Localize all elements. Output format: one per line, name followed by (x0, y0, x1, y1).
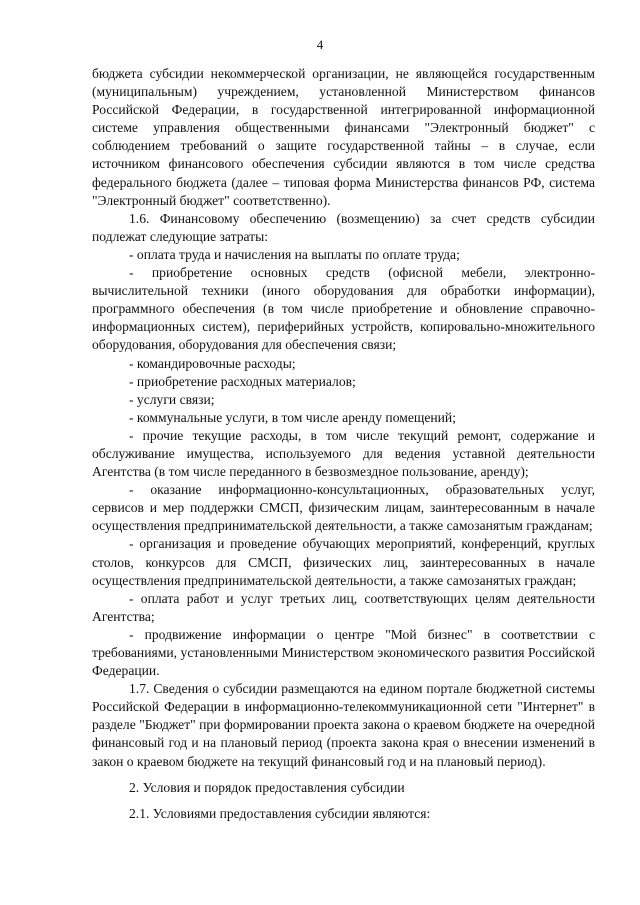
section-1-6-paragraph: 1.6. Финансовому обеспечению (возмещению) за счет средств субсидии подлежат следующие затраты: (92, 210, 595, 244)
expense-item-current-costs: - прочие текущие расходы, в том числе текущий ремонт, содержание и обслуживание имущества, используемого для ведения уставной деятельности Агентства (в том числе переданного в безвозмездное пользование, аренду); (92, 427, 595, 480)
intro-paragraph: бюджета субсидии некоммерческой организации, не являющейся государственным (муниципальным) учреждением, установленной Министерством финансов Российской Федерации, в государственной интегрированной информационной системе управления общественными финансами "Электронный бюджет" с соблюдением требований о защите государственной тайны – в случае, если источником финансового обеспечения субсидии являются в том числе средства федерального бюджета (далее – типовая форма Министерства финансов РФ, система "Электронный бюджет" соответственно). (92, 66, 595, 208)
expense-item-consumables: - приобретение расходных материалов; (129, 373, 356, 389)
expense-item-communications: - услуги связи; (129, 391, 215, 407)
page-number: 4 (316, 37, 324, 52)
section-2-1-paragraph: 2.1. Условиями предоставления субсидии являются: (129, 805, 431, 821)
expense-item-training-events: - организация и проведение обучающих мероприятий, конференций, круглых столов, конкурсов для СМСП, физических лиц, заинтересованных в начале осуществления предпринимательской деятельности, а также самозанятых граждан; (92, 536, 595, 588)
section-2-heading: 2. Условия и порядок предоставления субсидии (129, 779, 405, 795)
document-body (92, 65, 595, 823)
section-1-7-paragraph: 1.7. Сведения о субсидии размещаются на едином портале бюджетной системы Российской Федерации в информационно-телекоммуникационной сети "Интернет" в разделе "Бюджет" при формировании проекта закона о краевом бюджете на очередной финансовый год и на плановый период (проекта закона края о внесении изменений в закон о краевом бюджете на текущий финансовый год и на плановый период). (92, 681, 595, 769)
expense-item-utilities: - коммунальные услуги, в том числе аренду помещений; (129, 409, 456, 425)
expense-item-travel: - командировочные расходы; (129, 355, 296, 371)
expense-item-consulting-services: - оказание информационно-консультационных, образовательных услуг, сервисов и мер поддержки СМСП, физическим лицам, заинтересованным в начале осуществления предпринимательской деятельности, а также самозанятым гражданам; (92, 482, 595, 534)
expense-item-wages: - оплата труда и начисления на выплаты по оплате труда; (129, 246, 460, 262)
expense-item-promotion: - продвижение информации о центре "Мой бизнес" в соответствии с требованиями, установленными Министерством экономического развития Российской Федерации. (92, 626, 595, 679)
expense-item-fixed-assets: - приобретение основных средств (офисной мебели, электронно-вычислительной техники (иного оборудования для обработки информации), программного обеспечения (в том числе приобретение и обновление справочно-информационных систем), периферийных устройств, копировально-множительного оборудования, оборудования для обеспечения связи; (92, 265, 595, 353)
expense-item-third-party-services: - оплата работ и услуг третьих лиц, соответствующих целям деятельности Агентства; (92, 590, 595, 624)
